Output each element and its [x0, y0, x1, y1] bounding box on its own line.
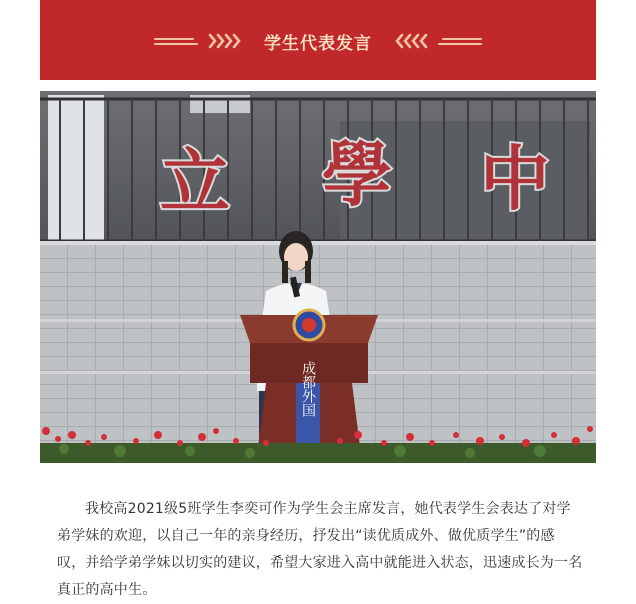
building-character-2: 學 [322, 133, 392, 216]
building-character-3: 中 [480, 137, 550, 220]
building-character-1: 立 [160, 140, 230, 223]
banner-deco-lines-right [438, 38, 482, 45]
podium-sign: 成都外国 [300, 361, 316, 417]
section-banner [40, 0, 596, 80]
student-speech-photo [40, 91, 596, 463]
wheat-right-icon [390, 33, 430, 49]
photo-illustration [40, 91, 596, 463]
wheat-left-icon [206, 33, 246, 49]
article-paragraph: 我校高2021级5班学生李奕可作为学生会主席发言，她代表学生会表达了对学弟学妹的欢迎，以自己一年的亲身经历，抒发出“读优质成外、做优质学生”的感叹，并给学弟学妹以切实的建议，希望大家进入高中就能进入状态，迅速成长为一名真正的高中生。 [57, 501, 583, 598]
banner-deco-lines-left [154, 38, 198, 45]
section-title: 学生代表发言 [264, 33, 372, 54]
banner-heading [154, 29, 482, 54]
